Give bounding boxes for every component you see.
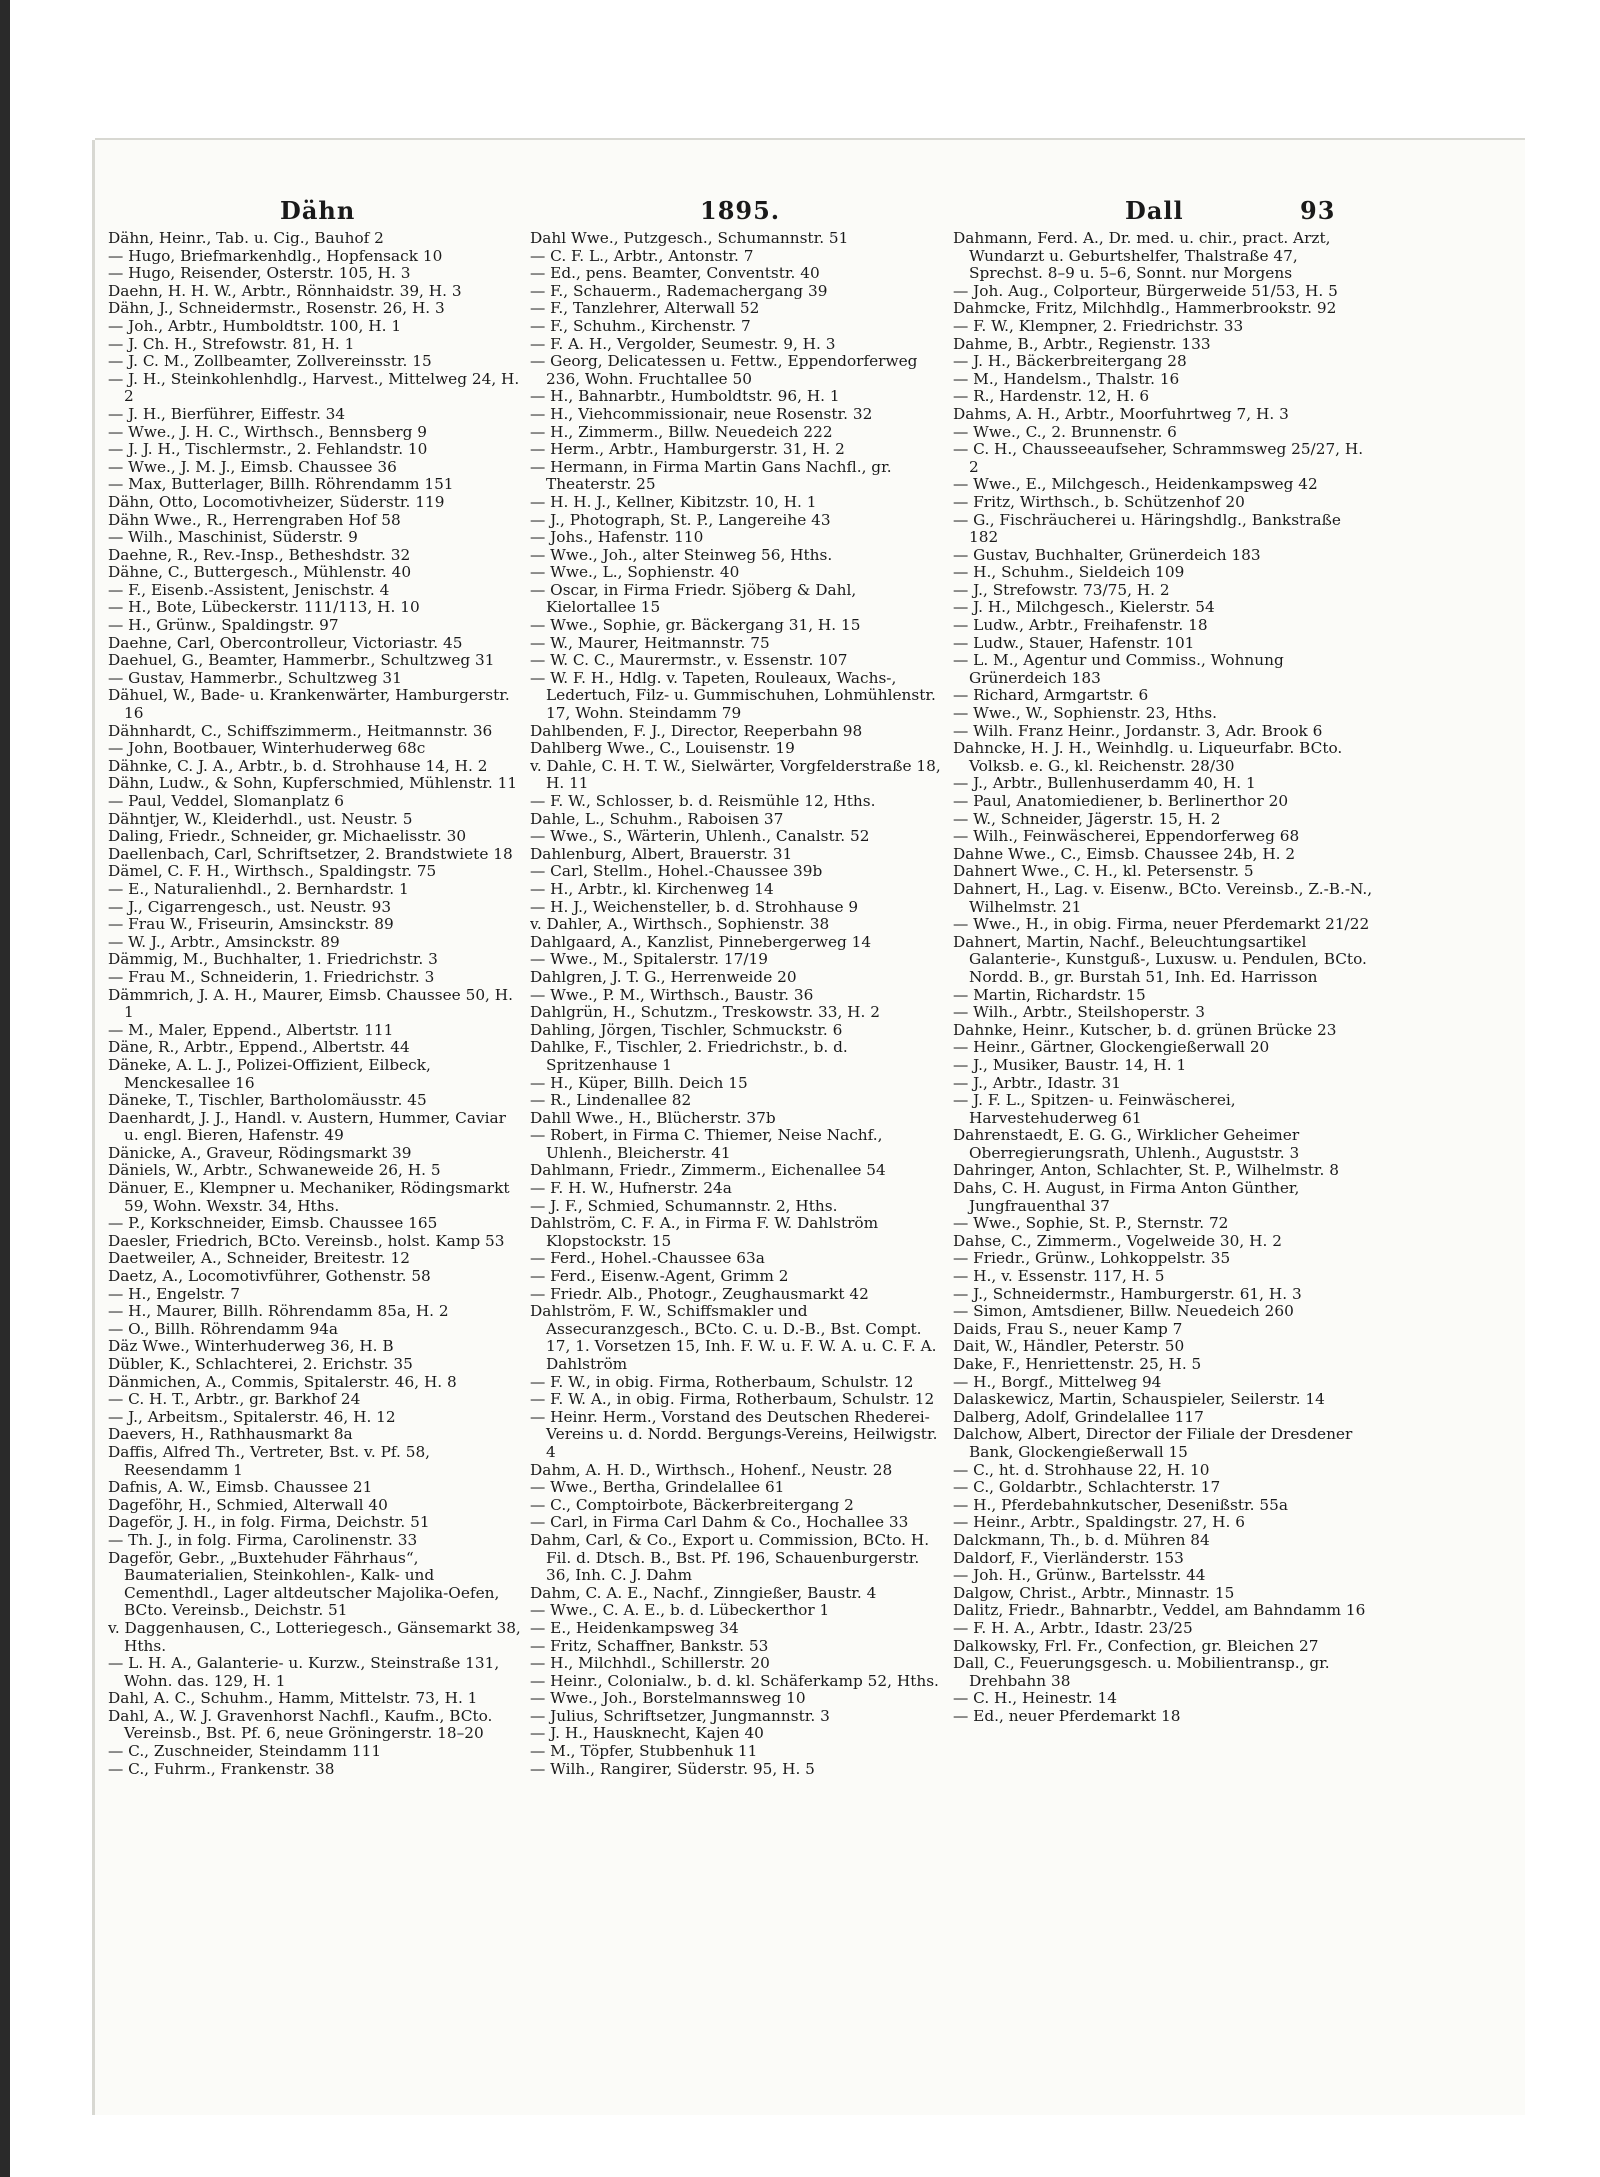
directory-entry: — F. A. H., Vergolder, Seumestr. 9, H. 3 (530, 334, 836, 353)
directory-entry: — W. F. H., Hdlg. v. Tapeten, Rouleaux, Wachs-, Ledertuch, Filz- u. Gummischuhen, Lohmühlenstr. 17, Wohn. Steindamm 79 (530, 668, 936, 723)
directory-entry: — J., Musiker, Baustr. 14, H. 1 (953, 1055, 1187, 1074)
directory-entry: — Fritz, Schaffner, Bankstr. 53 (530, 1636, 769, 1655)
directory-entry: — Simon, Amtsdiener, Billw. Neuedeich 260 (953, 1302, 1294, 1321)
directory-entry: v. Dahler, A., Wirthsch., Sophienstr. 38 (530, 915, 830, 934)
directory-entry: Dahs, C. H. August, in Firma Anton Günther, Jungfrauenthal 37 (953, 1179, 1300, 1215)
directory-entry: — J., Strefowstr. 73/75, H. 2 (953, 580, 1170, 599)
directory-entry: — H., Küper, Billh. Deich 15 (530, 1073, 748, 1092)
directory-entry: — Wwe., M., Spitalerstr. 17/19 (530, 950, 768, 969)
directory-entry: — J., Cigarrengesch., ust. Neustr. 93 (108, 897, 392, 916)
directory-entry: Dähnke, C. J. A., Arbtr., b. d. Strohhause 14, H. 2 (108, 756, 488, 775)
directory-entry: — E., Heidenkampsweg 34 (530, 1618, 739, 1637)
directory-entry: — J. H., Hausknecht, Kajen 40 (530, 1724, 764, 1743)
directory-entry: Dämel, C. F. H., Wirthsch., Spaldingstr. 75 (108, 862, 437, 881)
directory-entry: — Herm., Arbtr., Hamburgerstr. 31, H. 2 (530, 440, 845, 459)
directory-entry: Dahse, C., Zimmerm., Vogelweide 30, H. 2 (953, 1231, 1282, 1250)
directory-entry: Dahlbenden, F. J., Director, Reeperbahn 98 (530, 721, 863, 740)
directory-entry: — Hermann, in Firma Martin Gans Nachfl., gr. Theaterstr. 25 (530, 457, 892, 494)
directory-entry: — F., Schauerm., Rademachergang 39 (530, 281, 828, 300)
directory-entry: Däneke, A. L. J., Polizei-Offizient, Eilbeck, Menckesallee 16 (108, 1055, 431, 1092)
directory-entry: Dähuel, W., Bade- u. Krankenwärter, Hamburgerstr. 16 (108, 686, 510, 723)
directory-entry: — Ferd., Eisenw.-Agent, Grimm 2 (530, 1267, 789, 1286)
directory-entry: — H., Bote, Lübeckerstr. 111/113, H. 10 (108, 598, 420, 617)
directory-entry: — H., Milchhdl., Schillerstr. 20 (530, 1654, 770, 1673)
directory-entry: — Heinr., Colonialw., b. d. kl. Schäferkamp 52, Hths. (530, 1671, 939, 1690)
directory-entry: — F. H. A., Arbtr., Idastr. 23/25 (953, 1618, 1193, 1637)
directory-entry: — J. J. H., Tischlermstr., 2. Fehlandstr. 10 (108, 440, 428, 459)
directory-entry: Daehne, R., Rev.-Insp., Betheshdstr. 32 (108, 545, 411, 564)
directory-entry: Dahmcke, Fritz, Milchhdlg., Hammerbrookstr. 92 (953, 299, 1337, 318)
directory-entry: Dähnhardt, C., Schiffszimmerm., Heitmannstr. 36 (108, 721, 493, 740)
directory-entry: Dahme, B., Arbtr., Regienstr. 133 (953, 334, 1211, 353)
directory-entry: Däne, R., Arbtr., Eppend., Albertstr. 44 (108, 1038, 410, 1057)
directory-entry: Dahnert Wwe., C. H., kl. Petersenstr. 5 (953, 862, 1254, 881)
directory-entry: — H., Bahnarbtr., Humboldtstr. 96, H. 1 (530, 387, 840, 406)
directory-entry: — H., Schuhm., Sieldeich 109 (953, 563, 1185, 582)
directory-entry: Dahl Wwe., Putzgesch., Schumannstr. 51 (530, 230, 849, 247)
directory-entry: Daesler, Friedrich, BCto. Vereinsb., holst. Kamp 53 (108, 1231, 505, 1250)
directory-entry: — F., Eisenb.-Assistent, Jenischstr. 4 (108, 580, 390, 599)
directory-entry: — M., Töpfer, Stubbenhuk 11 (530, 1742, 758, 1761)
directory-entry: Dahnert, Martin, Nachf., Beleuchtungsartikel Galanterie-, Kunstguß-, Luxusw. u. Pendulen, BCto. Nordd. B., gr. Burstah 51, Inh. Ed. Harrisson (953, 932, 1367, 986)
directory-entry: — J. F., Schmied, Schumannstr. 2, Hths. (530, 1196, 838, 1215)
directory-entry: — C., Fuhrm., Frankenstr. 38 (108, 1759, 335, 1778)
directory-entry: — R., Lindenallee 82 (530, 1091, 692, 1110)
directory-entry: — Carl, Stellm., Hohel.-Chaussee 39b (530, 862, 823, 881)
directory-entry: — W., Schneider, Jägerstr. 15, H. 2 (953, 809, 1221, 828)
directory-entry: Daffis, Alfred Th., Vertreter, Bst. v. Pf. 58, Reesendamm 1 (108, 1442, 431, 1479)
directory-entry: Dafnis, A. W., Eimsb. Chaussee 21 (108, 1478, 373, 1497)
directory-entry: Dahringer, Anton, Schlachter, St. P., Wilhelmstr. 8 (953, 1161, 1339, 1180)
directory-entry: — E., Naturalienhdl., 2. Bernhardstr. 1 (108, 879, 409, 898)
directory-entry: Däneke, T., Tischler, Bartholomäusstr. 45 (108, 1091, 427, 1110)
directory-entry: Dahling, Jörgen, Tischler, Schmuckstr. 6 (530, 1020, 843, 1039)
directory-entry: — Wwe., L., Sophienstr. 40 (530, 563, 740, 582)
directory-entry: Dalgow, Christ., Arbtr., Minnastr. 15 (953, 1583, 1235, 1602)
directory-entry: — Carl, in Firma Carl Dahm & Co., Hochallee 33 (530, 1513, 909, 1532)
directory-entry: — Robert, in Firma C. Thiemer, Neise Nachf., Uhlenh., Bleicherstr. 41 (530, 1126, 883, 1162)
directory-entry: — F. W., in obig. Firma, Rotherbaum, Schulstr. 12 (530, 1372, 914, 1391)
column-1 (108, 230, 523, 2080)
directory-entry: Dahlgaard, A., Kanzlist, Pinnebergerweg 14 (530, 932, 872, 951)
directory-entry: — H. H. J., Kellner, Kibitzstr. 10, H. 1 (530, 492, 817, 511)
directory-entry: Dahle, L., Schuhm., Raboisen 37 (530, 809, 784, 828)
directory-entry: — Heinr., Gärtner, Glockengießerwall 20 (953, 1038, 1270, 1057)
directory-entry: — Paul, Anatomiediener, b. Berlinerthor 20 (953, 792, 1289, 810)
directory-entry: — H., Zimmerm., Billw. Neuedeich 222 (530, 422, 833, 441)
directory-entry: Daids, Frau S., neuer Kamp 7 (953, 1319, 1183, 1338)
directory-entry: — Wilh., Arbtr., Steilshoperstr. 3 (953, 1003, 1205, 1022)
directory-entry: Dahm, C. A. E., Nachf., Zinngießer, Baustr. 4 (530, 1583, 877, 1602)
directory-entry: Dall, C., Feuerungsgesch. u. Mobilientransp., gr. Drehbahn 38 (953, 1654, 1330, 1690)
directory-entry: Däz Wwe., Winterhuderweg 36, H. B (108, 1337, 394, 1356)
directory-entry: Dahrenstaedt, E. G. G., Wirklicher Geheimer Oberregierungsrath, Uhlenh., Auguststr. 3 (953, 1126, 1300, 1162)
directory-entry: — C. H., Heinestr. 14 (953, 1689, 1117, 1708)
directory-entry: — J. H., Milchgesch., Kielerstr. 54 (953, 598, 1215, 617)
directory-entry: — Joh. Aug., Colporteur, Bürgerweide 51/53, H. 5 (953, 281, 1338, 300)
directory-entry: Dahl, A., W. J. Gravenhorst Nachfl., Kaufm., BCto. Vereinsb., Bst. Pf. 6, neue Gröningerstr. 18–20 (108, 1706, 493, 1743)
directory-entry: Dalckmann, Th., b. d. Mühren 84 (953, 1530, 1210, 1549)
directory-entry: Dänuer, E., Klempner u. Mechaniker, Rödingsmarkt 59, Wohn. Wexstr. 34, Hths. (108, 1179, 510, 1215)
directory-entry: — Wwe., S., Wärterin, Uhlenh., Canalstr. 52 (530, 827, 870, 846)
directory-entry: Dahlberg Wwe., C., Louisenstr. 19 (530, 739, 795, 758)
scan-edge (0, 0, 10, 2177)
directory-entry: Dahms, A. H., Arbtr., Moorfuhrtweg 7, H. 3 (953, 404, 1289, 423)
directory-entry: Dalchow, Albert, Director der Filiale der Dresdener Bank, Glockengießerwall 15 (953, 1425, 1353, 1461)
directory-entry: — Ludw., Arbtr., Freihafenstr. 18 (953, 616, 1208, 635)
directory-entry: — Wwe., C. A. E., b. d. Lübeckerthor 1 (530, 1601, 830, 1620)
directory-entry: — G., Fischräucherei u. Häringshdlg., Bankstraße 182 (953, 510, 1341, 547)
directory-entry: — Wwe., P. M., Wirthsch., Baustr. 36 (530, 985, 814, 1004)
directory-entry: — O., Billh. Röhrendamm 94a (108, 1319, 339, 1338)
directory-entry: Dake, F., Henriettenstr. 25, H. 5 (953, 1355, 1202, 1373)
directory-entry: Dahlmann, Friedr., Zimmerm., Eichenallee 54 (530, 1161, 886, 1180)
directory-entry: — Wwe., Sophie, gr. Bäckergang 31, H. 15 (530, 616, 861, 635)
directory-entry: Dahlenburg, Albert, Brauerstr. 31 (530, 844, 793, 863)
directory-entry: Daetz, A., Locomotivführer, Gothenstr. 58 (108, 1267, 431, 1286)
directory-entry: — Wwe., J. M. J., Eimsb. Chaussee 36 (108, 457, 397, 476)
directory-entry: — H., Borgf., Mittelweg 94 (953, 1372, 1162, 1391)
directory-entry: — F. W., Klempner, 2. Friedrichstr. 33 (953, 316, 1244, 335)
directory-entry: — Joh., Arbtr., Humboldtstr. 100, H. 1 (108, 316, 402, 335)
directory-entry: — J., Schneidermstr., Hamburgerstr. 61, H. 3 (953, 1284, 1302, 1303)
directory-entry: Dahncke, H. J. H., Weinhdlg. u. Liqueurfabr. BCto. Volksb. e. G., kl. Reichenstr. 28/30 (953, 739, 1343, 775)
directory-entry: — Georg, Delicatessen u. Fettw., Eppendorferweg 236, Wohn. Fruchtallee 50 (530, 352, 918, 388)
directory-entry: — P., Korkschneider, Eimsb. Chaussee 165 (108, 1214, 438, 1233)
directory-entry: — J. F. L., Spitzen- u. Feinwäscherei, Harvestehuderweg 61 (953, 1091, 1236, 1127)
directory-entry: Dahmann, Ferd. A., Dr. med. u. chir., pract. Arzt, Wundarzt u. Geburtshelfer, Thalstraße 47, Sprechst. 8–9 u. 5–6, Sonnt. nur Morgens (953, 230, 1331, 283)
directory-entry: v. Dahle, C. H. T. W., Sielwärter, Vorgfelderstraße 18, H. 11 (530, 756, 941, 793)
header-right-keyword: Dall (1125, 196, 1184, 225)
directory-entry: Dahll Wwe., H., Blücherstr. 37b (530, 1108, 776, 1127)
directory-entry: — F., Tanzlehrer, Alterwall 52 (530, 299, 760, 318)
directory-entry: — Ed., neuer Pferdemarkt 18 (953, 1706, 1181, 1725)
directory-entry: — C. F. L., Arbtr., Antonstr. 7 (530, 246, 754, 265)
directory-entry: — Paul, Veddel, Slomanplatz 6 (108, 792, 344, 810)
directory-entry: — H. J., Weichensteller, b. d. Strohhause 9 (530, 897, 859, 916)
column-3 (953, 230, 1373, 2080)
directory-entry: — M., Maler, Eppend., Albertstr. 111 (108, 1020, 394, 1039)
directory-entry: Dalkowsky, Frl. Fr., Confection, gr. Bleichen 27 (953, 1636, 1319, 1655)
directory-entry: Daling, Friedr., Schneider, gr. Michaelisstr. 30 (108, 827, 467, 846)
directory-entry: — Gustav, Hammerbr., Schultzweg 31 (108, 668, 402, 687)
directory-entry: — Wwe., J. H. C., Wirthsch., Bennsberg 9 (108, 422, 428, 441)
directory-entry: — Gustav, Buchhalter, Grünerdeich 183 (953, 545, 1261, 564)
directory-entry: — W. C. C., Maurermstr., v. Essenstr. 107 (530, 651, 848, 670)
directory-entry: — Joh. H., Grünw., Bartelsstr. 44 (953, 1566, 1206, 1585)
directory-entry: — J. H., Bäckerbreitergang 28 (953, 352, 1187, 371)
directory-entry: — J., Photograph, St. P., Langereihe 43 (530, 510, 831, 529)
directory-entry: — Wwe., H., in obig. Firma, neuer Pferdemarkt 21/22 (953, 915, 1370, 934)
directory-entry: — Wwe., C., 2. Brunnenstr. 6 (953, 422, 1177, 441)
directory-entry: — H., Pferdebahnkutscher, Desenißstr. 55a (953, 1495, 1288, 1514)
directory-entry: — Ed., pens. Beamter, Conventstr. 40 (530, 264, 820, 283)
directory-entry: — J., Arbtr., Bullenhuserdamm 40, H. 1 (953, 774, 1256, 793)
directory-entry: — L. H. A., Galanterie- u. Kurzw., Steinstraße 131, Wohn. das. 129, H. 1 (108, 1654, 500, 1690)
directory-entry: — F. W. A., in obig. Firma, Rotherbaum, Schulstr. 12 (530, 1390, 935, 1409)
directory-entry: Dahl, A. C., Schuhm., Hamm, Mittelstr. 73, H. 1 (108, 1689, 478, 1708)
directory-entry: Dähn, Otto, Locomotivheizer, Süderstr. 119 (108, 492, 445, 511)
directory-entry: — F., Schuhm., Kirchenstr. 7 (530, 316, 751, 335)
directory-entry: Daldorf, F., Vierländerstr. 153 (953, 1548, 1184, 1567)
directory-entry: Daevers, H., Rathhausmarkt 8a (108, 1425, 353, 1444)
directory-entry: — H., Grünw., Spaldingstr. 97 (108, 616, 339, 635)
directory-entry: — F. W., Schlosser, b. d. Reismühle 12, Hths. (530, 792, 876, 810)
directory-entry: — J., Arbtr., Idastr. 31 (953, 1073, 1121, 1092)
directory-entry: Dahm, A. H. D., Wirthsch., Hohenf., Neustr. 28 (530, 1460, 893, 1479)
directory-entry: Dähne, C., Buttergesch., Mühlenstr. 40 (108, 563, 412, 582)
directory-entry: Dämmig, M., Buchhalter, 1. Friedrichstr. 3 (108, 950, 438, 969)
directory-entry: Dahnke, Heinr., Kutscher, b. d. grünen Brücke 23 (953, 1020, 1337, 1039)
directory-entry: — Wwe., E., Milchgesch., Heidenkampsweg 42 (953, 475, 1318, 494)
directory-entry: — Wilh. Franz Heinr., Jordanstr. 3, Adr. Brook 6 (953, 721, 1323, 740)
directory-entry: v. Daggenhausen, C., Lotteriegesch., Gänsemarkt 38, Hths. (108, 1618, 521, 1655)
directory-entry: Dahlström, C. F. A., in Firma F. W. Dahlström Klopstockstr. 15 (530, 1214, 879, 1250)
directory-entry: — Hugo, Briefmarkenhdlg., Hopfensack 10 (108, 246, 443, 265)
directory-entry: — Wwe., Joh., Borstelmannsweg 10 (530, 1689, 806, 1708)
directory-entry: Dahlke, F., Tischler, 2. Friedrichstr., b. d. Spritzenhause 1 (530, 1038, 848, 1074)
directory-entry: Dahnert, H., Lag. v. Eisenw., BCto. Vereinsb., Z.-B.-N., Wilhelmstr. 21 (953, 879, 1373, 916)
directory-entry: Daehn, H. H. W., Arbtr., Rönnhaidstr. 39, H. 3 (108, 281, 462, 300)
directory-entry: — Max, Butterlager, Billh. Röhrendamm 151 (108, 475, 454, 494)
directory-entry: Dahne Wwe., C., Eimsb. Chaussee 24b, H. 2 (953, 844, 1296, 863)
directory-entry: — C., Goldarbtr., Schlachterstr. 17 (953, 1478, 1221, 1497)
directory-entry: — Ludw., Stauer, Hafenstr. 101 (953, 633, 1195, 652)
directory-entry: — Richard, Armgartstr. 6 (953, 686, 1149, 705)
directory-entry: — Ferd., Hohel.-Chaussee 63a (530, 1249, 765, 1268)
directory-entry: — H., Maurer, Billh. Röhrendamm 85a, H. 2 (108, 1302, 449, 1321)
directory-entry: Dahlgrün, H., Schutzm., Treskowstr. 33, H. 2 (530, 1003, 880, 1022)
directory-entry: Dageför, Gebr., „Buxtehuder Fährhaus“, Baumaterialien, Steinkohlen-, Kalk- und Cementhdl., Lager altdeutscher Majolika-Oefen, BCto. Vereinsb., Deichstr. 51 (108, 1548, 500, 1620)
directory-entry: — L. M., Agentur und Commiss., Wohnung Grünerdeich 183 (953, 651, 1284, 687)
directory-entry: — Oscar, in Firma Friedr. Sjöberg & Dahl, Kielortallee 15 (530, 580, 857, 617)
directory-entry: — C. H., Chausseeaufseher, Schrammsweg 25/27, H. 2 (953, 440, 1364, 476)
directory-entry: — Friedr. Alb., Photogr., Zeughausmarkt 42 (530, 1284, 869, 1303)
directory-entry: — Hugo, Reisender, Osterstr. 105, H. 3 (108, 264, 411, 283)
directory-entry: — Wwe., Bertha, Grindelallee 61 (530, 1478, 785, 1497)
directory-entry: — C. H. T., Arbtr., gr. Barkhof 24 (108, 1390, 361, 1409)
directory-entry: Dalitz, Friedr., Bahnarbtr., Veddel, am Bahndamm 16 (953, 1601, 1366, 1620)
directory-entry: Dahm, Carl, & Co., Export u. Commission, BCto. H. Fil. d. Dtsch. B., Bst. Pf. 196, Schauenburgerstr. 36, Inh. C. J. Dahm (530, 1530, 930, 1585)
directory-entry: — Wwe., Joh., alter Steinweg 56, Hths. (530, 545, 833, 564)
directory-entry: Däniels, W., Arbtr., Schwaneweide 26, H. 5 (108, 1161, 441, 1180)
directory-entry: — Wwe., W., Sophienstr. 23, Hths. (953, 704, 1217, 723)
directory-entry: Dahlgren, J. T. G., Herrenweide 20 (530, 967, 797, 986)
directory-entry: — Wilh., Rangirer, Süderstr. 95, H. 5 (530, 1759, 815, 1778)
directory-entry: Dähn, Heinr., Tab. u. Cig., Bauhof 2 (108, 230, 384, 247)
directory-entry: Daetweiler, A., Schneider, Breitestr. 12 (108, 1249, 410, 1268)
directory-entry: Dähn Wwe., R., Herrengraben Hof 58 (108, 510, 401, 529)
directory-entry: Dämmrich, J. A. H., Maurer, Eimsb. Chaussee 50, H. 1 (108, 985, 513, 1022)
header-left-keyword: Dähn (280, 196, 356, 225)
page-number: 93 (1300, 196, 1336, 225)
directory-entry: — Wilh., Maschinist, Süderstr. 9 (108, 528, 358, 547)
column-2 (530, 230, 945, 2080)
directory-entry: — H., Viehcommissionair, neue Rosenstr. 32 (530, 404, 873, 423)
directory-entry: — F. H. W., Hufnerstr. 24a (530, 1179, 732, 1198)
directory-entry: Dähn, Ludw., & Sohn, Kupferschmied, Mühlenstr. 11 (108, 774, 518, 793)
directory-entry: Dänmichen, A., Commis, Spitalerstr. 46, H. 8 (108, 1372, 457, 1391)
directory-entry: — Heinr. Herm., Vorstand des Deutschen Rhederei-Vereins u. d. Nordd. Bergungs-Vereins, Heilwigstr. 4 (530, 1407, 938, 1461)
directory-entry: — H., v. Essenstr. 117, H. 5 (953, 1267, 1165, 1286)
directory-entry: — J., Arbeitsm., Spitalerstr. 46, H. 12 (108, 1407, 396, 1426)
directory-entry: — M., Handelsm., Thalstr. 16 (953, 369, 1180, 388)
directory-entry: — Frau W., Friseurin, Amsinckstr. 89 (108, 915, 394, 934)
directory-entry: Daellenbach, Carl, Schriftsetzer, 2. Brandstwiete 18 (108, 844, 513, 863)
directory-entry: Dalaskewicz, Martin, Schauspieler, Seilerstr. 14 (953, 1390, 1325, 1409)
directory-entry: — W. J., Arbtr., Amsinckstr. 89 (108, 932, 340, 951)
directory-entry: — H., Engelstr. 7 (108, 1284, 240, 1303)
header-year: 1895. (700, 196, 781, 225)
directory-entry: — J. C. M., Zollbeamter, Zollvereinsstr. 15 (108, 352, 432, 371)
directory-entry: Dageföhr, H., Schmied, Alterwall 40 (108, 1495, 388, 1514)
directory-entry: — R., Hardenstr. 12, H. 6 (953, 387, 1150, 406)
directory-entry: — Th. J., in folg. Firma, Carolinenstr. 33 (108, 1530, 418, 1549)
directory-entry: — Heinr., Arbtr., Spaldingstr. 27, H. 6 (953, 1513, 1245, 1532)
directory-entry: — Martin, Richardstr. 15 (953, 985, 1146, 1004)
directory-entry: Dait, W., Händler, Peterstr. 50 (953, 1337, 1185, 1356)
directory-entry: — Fritz, Wirthsch., b. Schützenhof 20 (953, 492, 1245, 511)
directory-entry: — C., Comptoirbote, Bäckerbreitergang 2 (530, 1495, 854, 1514)
directory-entry: — Julius, Schriftsetzer, Jungmannstr. 3 (530, 1706, 830, 1725)
directory-entry: — W., Maurer, Heitmannstr. 75 (530, 633, 770, 652)
directory-entry: Daehne, Carl, Obercontrolleur, Victoriastr. 45 (108, 633, 463, 652)
directory-entry: — C., ht. d. Strohhause 22, H. 10 (953, 1460, 1210, 1479)
directory-entry: Dübler, K., Schlachterei, 2. Erichstr. 35 (108, 1355, 413, 1373)
directory-entry: — C., Zuschneider, Steindamm 111 (108, 1742, 382, 1761)
directory-entry: — Frau M., Schneiderin, 1. Friedrichstr. 3 (108, 967, 435, 986)
directory-entry: Daehuel, G., Beamter, Hammerbr., Schultzweg 31 (108, 651, 495, 670)
directory-entry: Daenhardt, J. J., Handl. v. Austern, Hummer, Caviar u. engl. Bieren, Hafenstr. 49 (108, 1108, 506, 1145)
directory-entry: Dähntjer, W., Kleiderhdl., ust. Neustr. 5 (108, 809, 413, 828)
directory-entry: — Friedr., Grünw., Lohkoppelstr. 35 (953, 1249, 1231, 1268)
directory-entry: Dahlström, F. W., Schiffsmakler und Assecuranzgesch., BCto. C. u. D.-B., Bst. Compt. 17, 1. Vorsetzen 15, Inh. F. W. u. F. W. A. u. C. F. A. Dahlström (530, 1302, 937, 1373)
directory-entry: — Wwe., Sophie, St. P., Sternstr. 72 (953, 1214, 1229, 1233)
directory-entry: — J. Ch. H., Strefowstr. 81, H. 1 (108, 334, 355, 353)
directory-entry: — Johs., Hafenstr. 110 (530, 528, 704, 547)
directory-entry: Dänicke, A., Graveur, Rödingsmarkt 39 (108, 1143, 412, 1162)
directory-entry: — J. H., Steinkohlenhdlg., Harvest., Mittelweg 24, H. 2 (108, 369, 520, 406)
directory-entry: — Wilh., Feinwäscherei, Eppendorferweg 68 (953, 827, 1300, 846)
directory-entry: — H., Arbtr., kl. Kirchenweg 14 (530, 879, 774, 898)
directory-entry: Dähn, J., Schneidermstr., Rosenstr. 26, H. 3 (108, 299, 445, 318)
directory-entry: Dalberg, Adolf, Grindelallee 117 (953, 1407, 1204, 1426)
directory-entry: Dageför, J. H., in folg. Firma, Deichstr. 51 (108, 1513, 430, 1532)
directory-entry: — John, Bootbauer, Winterhuderweg 68c (108, 739, 426, 758)
directory-entry: — J. H., Bierführer, Eiffestr. 34 (108, 404, 346, 423)
